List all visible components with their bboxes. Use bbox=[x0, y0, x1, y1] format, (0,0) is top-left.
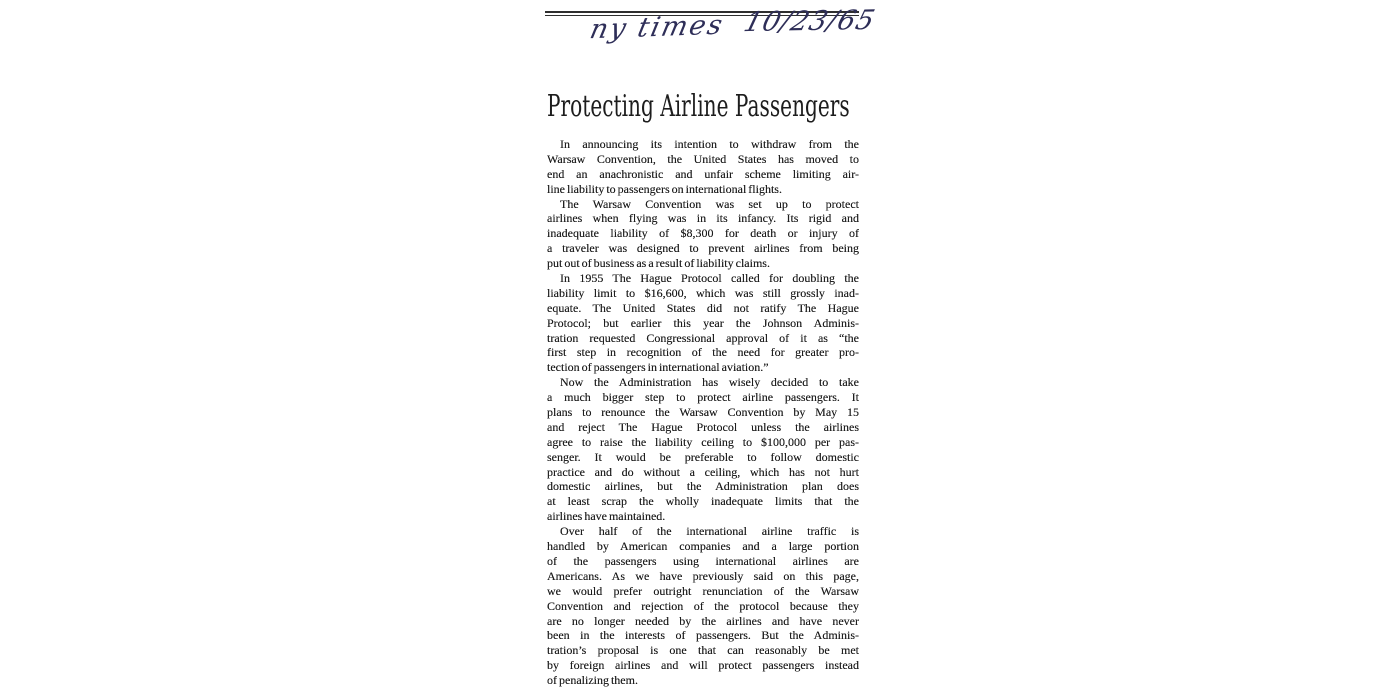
newspaper-clipping bbox=[547, 0, 879, 700]
article-text-line: a traveler was designed to prevent airlines from being bbox=[547, 241, 859, 256]
article-text-line: The Warsaw Convention was set up to protect bbox=[560, 196, 859, 211]
article-text-line: we would prefer outright renunciation of the Warsaw bbox=[547, 583, 859, 598]
article-text-line: agree to raise the liability ceiling to $100,000 per pas- bbox=[547, 434, 859, 449]
article-text-line: plans to renounce the Warsaw Convention by May 15 bbox=[547, 405, 859, 420]
article-text-line: a much bigger step to protect airline passengers. It bbox=[547, 390, 859, 405]
article-text-line: at least scrap the wholly inadequate limits that the bbox=[547, 494, 859, 509]
article-text-line: first step in recognition of the need for greater pro- bbox=[547, 345, 859, 360]
article-body bbox=[547, 137, 859, 688]
article-text-line: tection of passengers in international aviation.” bbox=[547, 360, 769, 375]
article-text-line: domestic airlines, but the Administration plan does bbox=[547, 479, 859, 494]
article-text-line: Protocol; but earlier this year the Johnson Adminis- bbox=[547, 315, 859, 330]
article-text-line: airlines have maintained. bbox=[547, 509, 666, 524]
article-text-line: by foreign airlines and will protect passengers instead bbox=[547, 658, 859, 673]
article-text-line: equate. The United States did not ratify The Hague bbox=[547, 300, 859, 315]
article-text-line: practice and do without a ceiling, which has not hurt bbox=[547, 464, 859, 479]
article-text-line: Over half of the international airline traffic is bbox=[560, 524, 859, 539]
article-text-line: In announcing its intention to withdraw from the bbox=[560, 137, 859, 151]
article-text-line: tration requested Congressional approval of it as “the bbox=[547, 330, 859, 345]
article-text-line: and reject The Hague Protocol unless the airlines bbox=[547, 419, 859, 434]
article-text-line: In 1955 The Hague Protocol called for doubling the bbox=[560, 271, 859, 286]
article-text-line: inadequate liability of $8,300 for death or injury of bbox=[547, 226, 859, 241]
article-text-line: are no longer needed by the airlines and have never bbox=[547, 613, 859, 628]
article-text-line: Now the Administration has wisely decided to take bbox=[560, 375, 859, 390]
article-text-line: of the passengers using international airlines are bbox=[547, 553, 859, 568]
article-headline: Protecting Airline Passengers bbox=[547, 89, 850, 124]
article-text-line: Convention and rejection of the protocol because they bbox=[547, 598, 859, 613]
article-text-line: airlines when flying was in its infancy. Its rigid and bbox=[547, 211, 859, 226]
article-text-line: tration’s proposal is one that can reasonably be met bbox=[547, 643, 859, 658]
handwritten-date-note: 10/23/65 bbox=[740, 4, 879, 39]
article-text-line: senger. It would be preferable to follow domestic bbox=[547, 449, 859, 464]
article-text-line: handled by American companies and a large portion bbox=[547, 539, 859, 554]
article-text-line: Warsaw Convention, the United States has moved to bbox=[547, 151, 859, 166]
article-text-line: put out of business as a result of liability claims. bbox=[547, 256, 770, 271]
article-text-line: Americans. As we have previously said on this page, bbox=[547, 568, 859, 583]
article-text-line: of penalizing them. bbox=[547, 673, 638, 688]
article-text-line: line liability to passengers on international flights. bbox=[547, 181, 782, 196]
article-text-line: liability limit to $16,600, which was still grossly inad- bbox=[547, 285, 859, 300]
article-text-line: been in the interests of passengers. But the Adminis- bbox=[547, 628, 859, 643]
handwritten-source-note: ny times bbox=[587, 9, 728, 46]
article-text-line: end an anachronistic and unfair scheme limiting air- bbox=[547, 166, 859, 181]
